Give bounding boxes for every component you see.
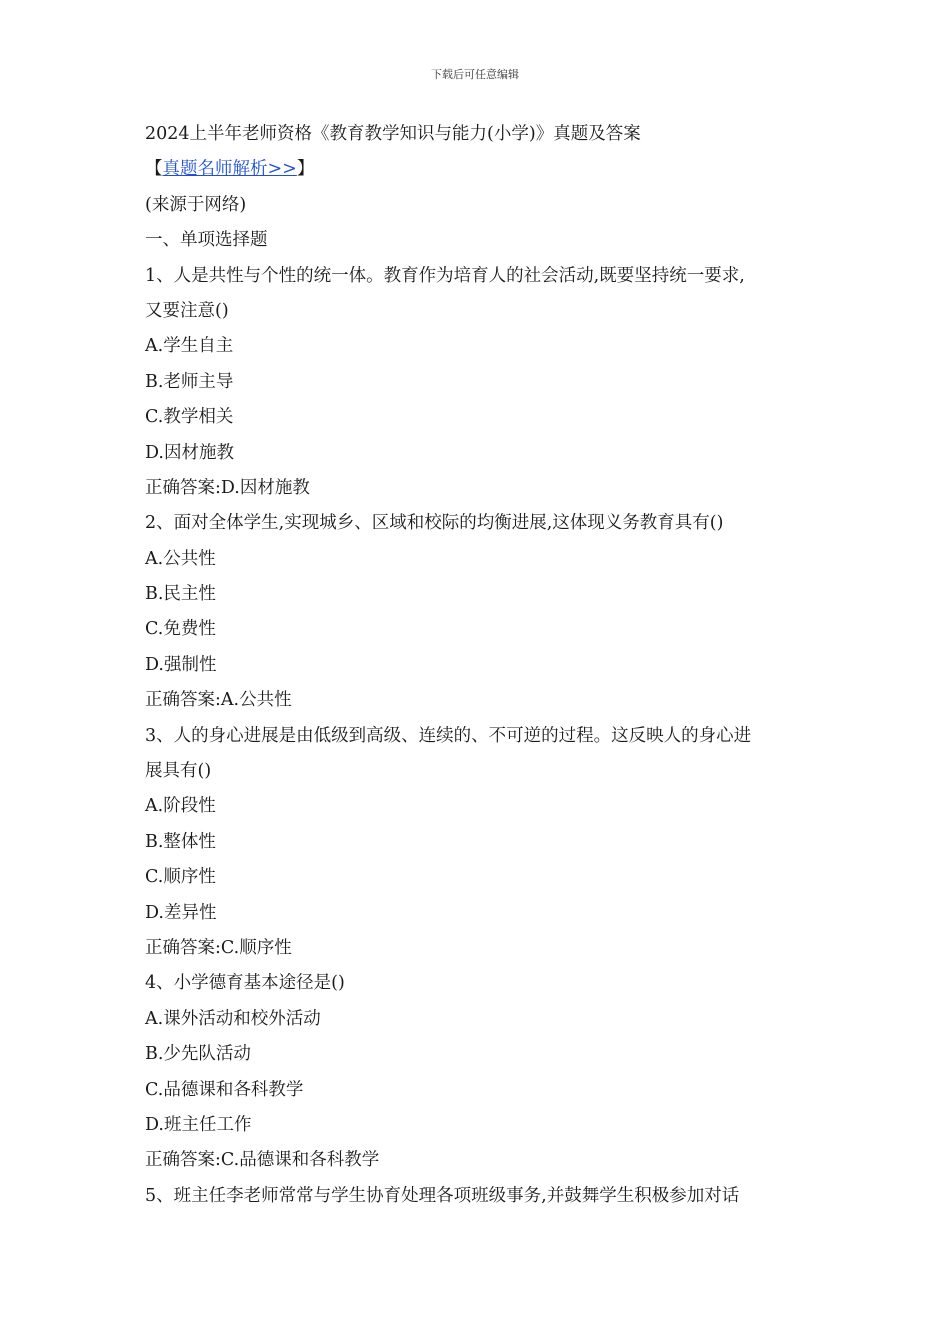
question [145,1179,815,1214]
analysis-open-bracket: 【 [145,159,163,180]
correct-answer: 正确答案:D.因材施教 [145,477,310,498]
option-a: A.学生自主 [145,336,234,357]
question-stem-continued: 又要注意() [145,300,229,321]
correct-answer: 正确答案:C.品德课和各科教学 [145,1150,380,1171]
question-stem: 2、面对全体学生,实现城乡、区域和校际的均衡进展,这体现义务教育具有() [145,513,724,534]
question [145,966,815,1178]
option-b: B.老师主导 [145,371,234,392]
option-c: C.顺序性 [145,867,216,888]
option-a: A.公共性 [145,548,216,569]
source-note: (来源于网络) [145,194,247,215]
question-stem: 4、小学德育基本途径是() [145,973,345,994]
question-stem-continued: 展具有() [145,761,212,782]
correct-answer: 正确答案:C.顺序性 [145,937,292,958]
document-title: 2024上半年老师资格《教育教学知识与能力(小学)》真题及答案 [145,124,641,144]
correct-answer: 正确答案:A.公共性 [145,690,292,711]
option-c: C.免费性 [145,619,216,640]
header-note: 下载后可任意编辑 [431,68,519,81]
option-c: C.教学相关 [145,407,234,428]
option-b: B.民主性 [145,584,216,605]
option-a: A.阶段性 [145,796,216,817]
option-a: A.课外活动和校外活动 [145,1008,321,1029]
analysis-close-bracket: 】 [296,159,315,180]
option-d: D.差异性 [145,902,217,923]
option-c: C.品德课和各科教学 [145,1079,304,1100]
option-d: D.因材施教 [145,442,234,463]
question-stem: 3、人的身心进展是由低级到高级、连续的、不可逆的过程。这反映人的身心进 [145,725,752,746]
document-body [145,117,815,1214]
question [145,506,815,718]
option-d: D.班主任工作 [145,1114,252,1135]
section-heading: 一、单项选择题 [145,230,268,251]
option-d: D.强制性 [145,654,217,675]
option-b: B.少先队活动 [145,1044,251,1065]
analysis-link[interactable]: 真题名师解析>> [162,159,297,180]
analysis-link-line [145,152,815,187]
question [145,719,815,967]
question-stem: 1、人是共性与个性的统一体。教育作为培育人的社会活动,既要坚持统一要求, [145,265,745,286]
question-stem: 5、班主任李老师常常与学生协育处理各项班级事务,并鼓舞学生积极参加对话 [145,1185,740,1206]
option-b: B.整体性 [145,831,216,852]
question [145,259,815,507]
